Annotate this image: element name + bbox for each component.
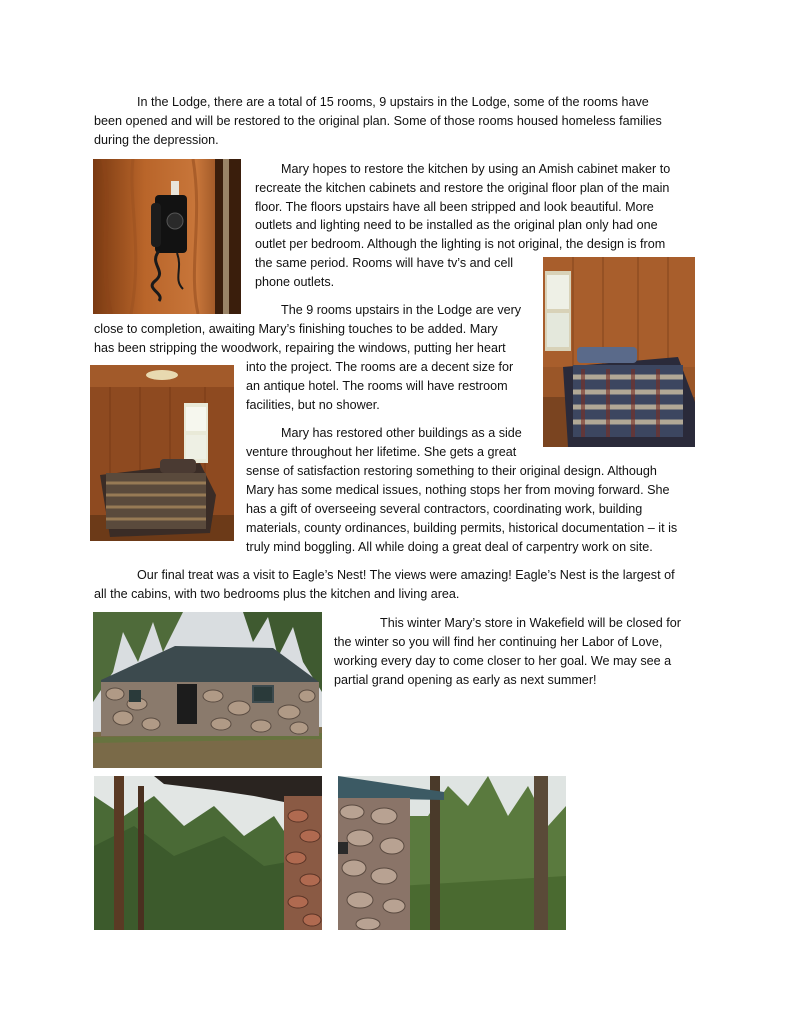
bedroom-right-photo (543, 257, 695, 447)
text-line: materials, county ordinances, building permits, historical documentation – it is (246, 521, 678, 535)
text-line: Mary has some medical issues, nothing stops her from moving forward. She (246, 483, 670, 497)
bedroom-left-photo (90, 365, 234, 541)
text-line: Mary hopes to restore the kitchen by using an Amish cabinet maker to (281, 162, 671, 176)
wall-phone-photo (93, 159, 241, 314)
bedroom-image (90, 365, 234, 541)
text-line: Our final treat was a visit to Eagle’s Nest! The views were amazing! Eagle’s Nest is the largest of (137, 568, 675, 582)
text-line: has a gift of overseeing several contractors, coordinating work, building (246, 502, 643, 516)
bedroom-image (543, 257, 695, 447)
text-line: all the cabins, with two bedrooms plus the kitchen and living area. (94, 587, 460, 601)
stone-cabin-photo (93, 612, 322, 768)
porch-view-photo (94, 776, 322, 930)
text-line: floor. The floors upstairs have all been stripped and look beautiful. More (255, 200, 654, 214)
stone-cabin-image (93, 612, 322, 768)
text-line: the same period. Rooms will have tv’s and cell (255, 256, 514, 270)
stone-corner-photo (338, 776, 566, 930)
text-line: has been stripping the woodwork, repairing the windows, putting her heart (94, 341, 506, 355)
text-line: been opened and will be restored to the original plan. Some of those rooms housed homeless families (94, 114, 662, 128)
text-line: venture throughout her lifetime. She gets a great (246, 445, 517, 459)
text-line: during the depression. (94, 133, 219, 147)
text-line: phone outlets. (255, 275, 335, 289)
text-line: into the project. The rooms are a decent size for (246, 360, 514, 374)
text-line: Mary has restored other buildings as a side (281, 426, 522, 440)
stone-wall-image (338, 776, 566, 930)
text-line: facilities, but no shower. (246, 398, 380, 412)
text-line: sense of satisfaction restoring something to their original design. Although (246, 464, 657, 478)
wall-phone-image (93, 159, 241, 314)
text-line: working every day to come closer to her goal. We may see a (334, 654, 672, 668)
text-line: close to completion, awaiting Mary’s finishing touches to be added. Mary (94, 322, 498, 336)
text-line: outlets and lighting need to be installed as the original plan only had one (255, 218, 658, 232)
text-line: The 9 rooms upstairs in the Lodge are very (281, 303, 522, 317)
text-line: In the Lodge, there are a total of 15 rooms, 9 upstairs in the Lodge, some of the rooms have (137, 95, 649, 109)
text-line: recreate the kitchen cabinets and restore the original floor plan of the main (255, 181, 670, 195)
text-line: partial grand opening as early as next summer! (334, 673, 597, 687)
text-line: the winter so you will find her continuing her Labor of Love, (334, 635, 663, 649)
text-line: This winter Mary’s store in Wakefield will be closed for (380, 616, 681, 630)
porch-view-image (94, 776, 322, 930)
text-line: outlet per bedroom. Although the lighting is not original, the design is from (255, 237, 666, 251)
text-line: an antique hotel. The rooms will have restroom (246, 379, 508, 393)
text-line: truly mind boggling. All while doing a great deal of carpentry work on site. (246, 540, 653, 554)
